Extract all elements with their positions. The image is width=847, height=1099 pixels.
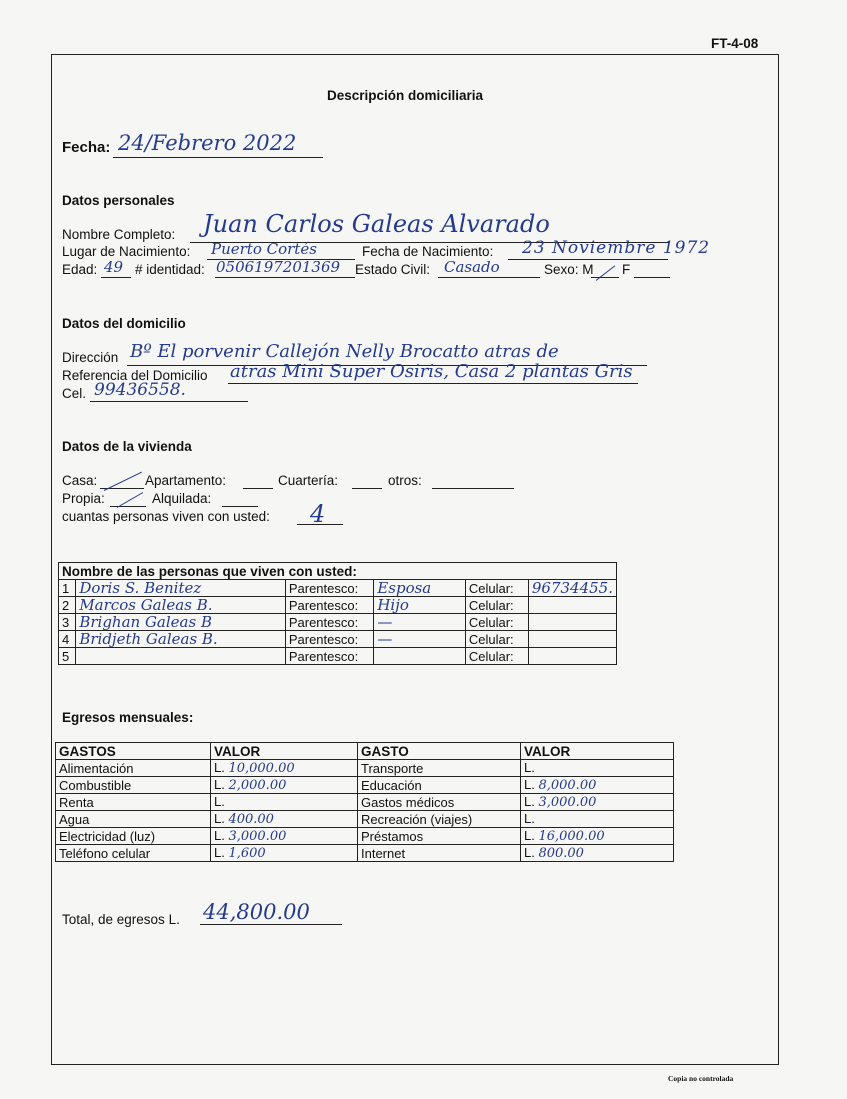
col-header: GASTO [358, 743, 521, 760]
alquilada-label: Alquilada: [152, 491, 212, 506]
currency-label: L. [214, 828, 225, 843]
fecha-nac-label: Fecha de Nacimiento: [362, 244, 494, 259]
table-row [56, 777, 674, 794]
celular-value[interactable]: 96734455. [528, 580, 616, 597]
person-name[interactable]: Bridjeth Galeas B. [76, 631, 286, 648]
vivienda-heading: Datos de la vivienda [62, 439, 192, 454]
parentesco-label: Parentesco: [285, 597, 373, 614]
celular-value[interactable] [528, 631, 616, 648]
parentesco-value[interactable]: — [374, 614, 466, 631]
identidad-label: # identidad: [135, 262, 205, 277]
edad-value[interactable]: 49 [104, 258, 124, 276]
nombre-value[interactable]: Juan Carlos Galeas Alvarado [203, 210, 550, 238]
celular-label: Celular: [465, 648, 528, 665]
propia-label: Propia: [62, 491, 105, 506]
table-row [56, 811, 674, 828]
estado-label: Estado Civil: [355, 262, 431, 277]
footer-note: Copia no controlada [668, 1074, 734, 1083]
currency-label: L. [214, 760, 225, 775]
col-header: GASTOS [56, 743, 211, 760]
egresos-table [55, 742, 674, 862]
gasto-label: Alimentación [56, 760, 211, 777]
currency-label: L. [524, 811, 535, 826]
gasto-label: Renta [56, 794, 211, 811]
form-code: FT-4-08 [711, 36, 759, 51]
currency-label: L. [524, 845, 535, 860]
gasto-label: Internet [358, 845, 521, 862]
table-row [56, 794, 674, 811]
parentesco-value[interactable] [374, 648, 466, 665]
estado-value[interactable]: Casado [444, 258, 500, 276]
valor-value[interactable]: 400.00 [228, 812, 274, 827]
gasto-label: Gastos médicos [358, 794, 521, 811]
parentesco-value[interactable]: Esposa [374, 580, 466, 597]
personal-heading: Datos personales [62, 193, 175, 208]
referencia-value[interactable]: atras Mini Super Osiris, Casa 2 plantas Gris [230, 361, 633, 382]
celular-value[interactable] [528, 614, 616, 631]
valor-value[interactable]: 800.00 [538, 846, 584, 861]
valor-value[interactable]: 3,000.00 [228, 829, 287, 844]
celular-label: Celular: [465, 580, 528, 597]
fecha-label: Fecha: [62, 139, 111, 156]
row-number: 3 [59, 614, 76, 631]
currency-label: L. [214, 794, 225, 809]
cuarteria-label: Cuartería: [278, 473, 339, 488]
col-header: VALOR [211, 743, 358, 760]
valor-value[interactable]: 3,000.00 [538, 795, 597, 810]
parentesco-label: Parentesco: [285, 631, 373, 648]
nombre-label: Nombre Completo: [62, 227, 176, 242]
valor-value[interactable]: 10,000.00 [228, 761, 295, 776]
valor-value[interactable]: 2,000.00 [228, 778, 287, 793]
celular-value[interactable] [528, 648, 616, 665]
person-name[interactable]: Marcos Galeas B. [76, 597, 286, 614]
otros-label: otros: [388, 473, 422, 488]
celular-value[interactable] [528, 597, 616, 614]
parentesco-label: Parentesco: [285, 648, 373, 665]
parentesco-value[interactable]: Hijo [374, 597, 466, 614]
gasto-label: Agua [56, 811, 211, 828]
table-row [56, 845, 674, 862]
person-name[interactable]: Doris S. Benitez [76, 580, 286, 597]
direccion-value[interactable]: Bº El porvenir Callejón Nelly Brocatto atras de [130, 341, 559, 362]
gasto-label: Electricidad (luz) [56, 828, 211, 845]
gasto-label: Educación [358, 777, 521, 794]
currency-label: L. [524, 777, 535, 792]
gasto-label: Préstamos [358, 828, 521, 845]
celular-label: Celular: [465, 597, 528, 614]
lugar-value[interactable]: Puerto Cortés [211, 240, 317, 258]
currency-label: L. [524, 828, 535, 843]
valor-value[interactable]: 1,600 [228, 846, 266, 861]
apartamento-label: Apartamento: [145, 473, 227, 488]
cel-label: Cel. [62, 386, 87, 401]
row-number: 2 [59, 597, 76, 614]
sexo-f-label: F [622, 262, 631, 277]
row-number: 4 [59, 631, 76, 648]
celular-label: Celular: [465, 631, 528, 648]
table-row [59, 597, 617, 614]
table-row [59, 614, 617, 631]
total-label: Total, de egresos L. [62, 912, 180, 927]
currency-label: L. [214, 845, 225, 860]
col-header: VALOR [521, 743, 674, 760]
currency-label: L. [214, 811, 225, 826]
table-row [56, 760, 674, 777]
sexo-m-label: Sexo: M [544, 262, 594, 277]
parentesco-value[interactable]: — [374, 631, 466, 648]
direccion-label: Dirección [62, 350, 119, 365]
fecha-nac-value[interactable]: 23 Noviembre 1972 [522, 238, 711, 258]
household-table [58, 562, 617, 665]
gasto-label: Combustible [56, 777, 211, 794]
person-name[interactable]: Brighan Galeas B [76, 614, 286, 631]
edad-label: Edad: [62, 262, 98, 277]
celular-label: Celular: [465, 614, 528, 631]
gasto-label: Teléfono celular [56, 845, 211, 862]
valor-value[interactable]: 8,000.00 [538, 778, 597, 793]
table-row [59, 580, 617, 597]
personas-label: cuantas personas viven con usted: [62, 509, 270, 524]
domicilio-heading: Datos del domicilio [62, 316, 186, 331]
egresos-heading: Egresos mensuales: [62, 710, 194, 725]
currency-label: L. [524, 760, 535, 775]
currency-label: L. [214, 777, 225, 792]
cel-value[interactable]: 99436558. [94, 380, 186, 400]
row-number: 1 [59, 580, 76, 597]
table-row [59, 648, 617, 665]
referencia-label: Referencia del Domicilio [62, 368, 208, 383]
gasto-label: Recreación (viajes) [358, 811, 521, 828]
household-header: Nombre de las personas que viven con usted: [59, 563, 617, 580]
table-row [56, 828, 674, 845]
lugar-label: Lugar de Nacimiento: [62, 244, 191, 259]
row-number: 5 [59, 648, 76, 665]
fecha-value[interactable]: 24/Febrero 2022 [118, 131, 297, 155]
page-title: Descripción domiciliaria [327, 88, 484, 103]
gasto-label: Transporte [358, 760, 521, 777]
person-name[interactable] [76, 648, 286, 665]
parentesco-label: Parentesco: [285, 580, 373, 597]
personas-value[interactable]: 4 [310, 500, 326, 528]
currency-label: L. [524, 794, 535, 809]
casa-label: Casa: [62, 473, 98, 488]
total-value[interactable]: 44,800.00 [203, 900, 310, 924]
valor-value[interactable]: 16,000.00 [538, 829, 605, 844]
identidad-value[interactable]: 0506197201369 [216, 258, 341, 276]
parentesco-label: Parentesco: [285, 614, 373, 631]
table-row [59, 631, 617, 648]
